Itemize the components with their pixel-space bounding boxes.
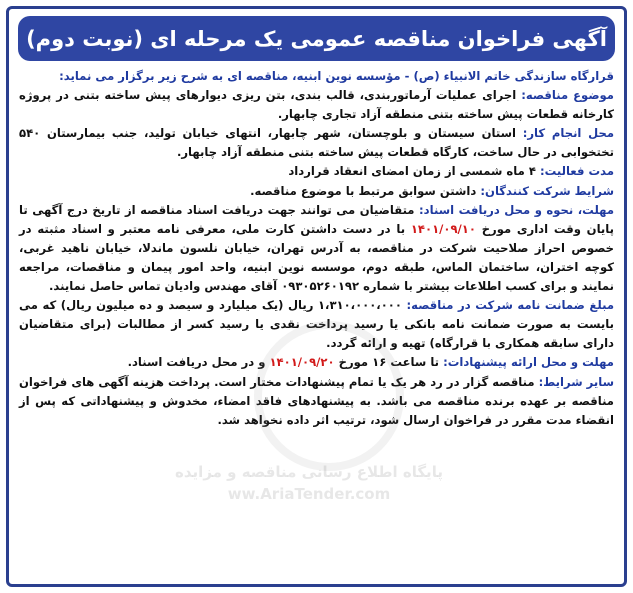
duration-section [19, 162, 614, 181]
subject-label: موضوع مناقصه: [521, 88, 614, 103]
watermark-line-1: پایگاه اطلاع رسانی مناقصه و مزایده [175, 463, 443, 481]
deadline-date: ۱۴۰۱/۰۹/۲۰ [269, 355, 335, 370]
documents-text-before: متقاضیان می توانند جهت دریافت اسناد مناقصه از تاریخ درج آگهی تا پایان وقت اداری مورخ [19, 202, 614, 236]
conditions-label: شرایط شرکت کنندگان: [480, 183, 614, 198]
watermark-line-2: ww.AriaTender.com [227, 485, 391, 503]
deadline-section [19, 353, 614, 372]
other-conditions-section [19, 373, 614, 430]
documents-date: ۱۴۰۱/۰۹/۱۰ [410, 221, 476, 236]
location-text: استان سیستان و بلوچستان، شهر چابهار، انتهای خیابان تولید، جنب بیمارستان ۵۴۰ تختخوابی در حال ساخت، کارگاه قطعات پیش ساخته بتنی منطقه آزاد چابهار. [19, 126, 614, 160]
deadline-text-before: تا ساعت ۱۶ مورخ [338, 355, 440, 370]
guarantee-section [19, 296, 614, 353]
documents-section [19, 201, 614, 296]
announcement-body [9, 61, 624, 503]
conditions-section [19, 182, 614, 201]
intro-paragraph [19, 67, 614, 86]
duration-label: مدت فعالیت: [539, 164, 614, 179]
announcement-title: آگهی فراخوان مناقصه عمومی یک مرحله ای (نوبت دوم) [26, 26, 607, 51]
deadline-label: مهلت و محل ارائه پیشنهادات: [443, 355, 614, 370]
subject-text: اجرای عملیات آرماتوربندی، قالب بندی، بتن ریزی دیوارهای پیش ساخته بتنی در پروژه کارخانه قطعات پیش ساخته بتنی منطقه آزاد تجاری چابهار. [19, 88, 614, 122]
deadline-text-after: و در محل دریافت اسناد. [127, 355, 266, 370]
documents-text-after: با در دست داشتن کارت ملی، معرفی نامه معتبر و اسناد مثبته در خصوص احراز صلاحیت شرکت در مناقصه، به آدرس تهران، خیابان نلسون ماندلا، خیابان ناهید غربی، کوچه اختران، ساختمان الماس، طبقه دوم، موسسه نوین ابنیه، واحد امور پیمان و مناقصات، مراجعه نمایند و برای کسب اطلاعات بیشتر با شماره ۰۹۳۰۵۲۶۰۱۹۲ آقای مهندس وادیان تماس حاصل نمایند. [19, 221, 614, 294]
title-banner [18, 16, 615, 61]
other-conditions-text: مناقصه گزار در رد هر یک یا تمام پیشنهادات مختار است. پرداخت هزینه آگهی های فراخوان مناقصه بر عهده برنده مناقصه می باشد. به پیشنهادهای فاقد امضاء، مخدوش و پیشنهاداتی که پس از انقضاء مدت مقرر در فراخوان ارسال شود، ترتیب اثر داده نخواهد شد. [19, 374, 614, 427]
location-label: محل انجام کار: [522, 126, 614, 141]
conditions-text: داشتن سوابق مرتبط با موضوع مناقصه. [250, 183, 477, 198]
watermark [159, 461, 459, 505]
guarantee-text: ۱،۳۱۰،۰۰۰،۰۰۰ ریال (یک میلیارد و سیصد و ده میلیون ریال) که می بایست به صورت ضمانت نامه بانکی یا رسید پرداخت نقدی یا رسید کسر از مطالبات (برای متقاضیان دارای سابقه همکاری با قرارگاه) تهیه و ارائه گردد. [19, 298, 614, 351]
announcement-frame [6, 6, 627, 587]
documents-label: مهلت، نحوه و محل دریافت اسناد: [419, 202, 615, 217]
duration-text: ۴ ماه شمسی از زمان امضای انعقاد قرارداد [288, 164, 536, 179]
location-section [19, 124, 614, 162]
guarantee-label: مبلغ ضمانت نامه شرکت در مناقصه: [406, 298, 614, 313]
intro-text: قرارگاه سازندگی خاتم الانبیاء (ص) - مؤسسه نوین ابنیه، مناقصه ای به شرح زیر برگزار می نماید: [59, 69, 614, 83]
other-conditions-label: سایر شرایط: [538, 374, 614, 389]
subject-section [19, 86, 614, 124]
